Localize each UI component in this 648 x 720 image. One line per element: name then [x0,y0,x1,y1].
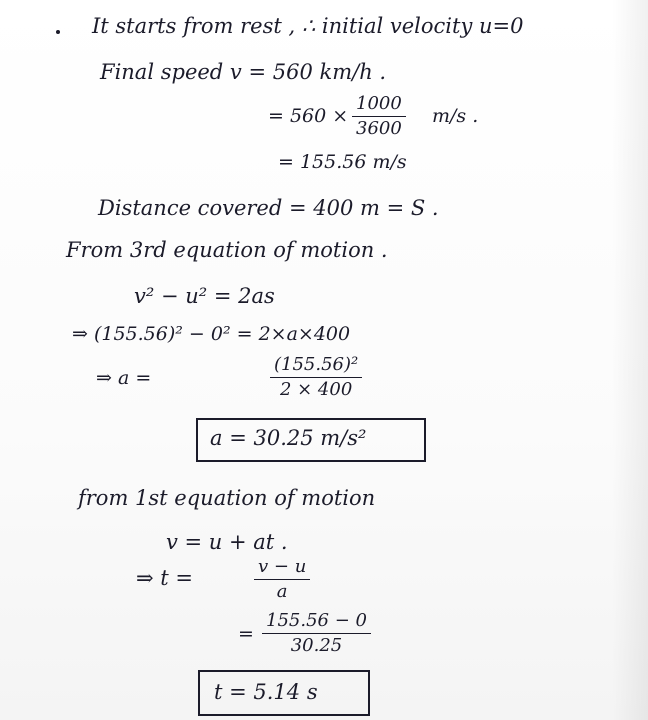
bullet-dot [56,30,60,34]
page-edge-shadow [612,0,648,720]
a-numerator: (155.56)² [274,354,359,375]
distance-line: Distance covered = 400 m = S . [98,196,439,220]
t-substitution-numerator: 155.56 − 0 [266,610,367,631]
first-equation-heading: from 1st equation of motion [78,486,376,510]
t-substitution-fraction [262,610,371,657]
conversion-prefix: = 560 × [268,105,349,127]
time-result: t = 5.14 s [214,680,318,704]
t-prefix: ⇒ t = [136,566,193,590]
a-denominator: 2 × 400 [279,379,353,400]
t-fraction [254,556,310,603]
t-substitution-denominator: 30.25 [290,635,343,656]
t-denominator: a [276,581,288,602]
fraction-bar [262,633,371,634]
a-prefix: ⇒ a = [96,367,152,389]
third-equation-heading: From 3rd equation of motion . [66,238,388,262]
equation-v: v = u + at . [166,530,288,554]
t-substitution-prefix: = [238,623,254,645]
conversion-unit: m/s . [432,105,479,127]
conversion-fraction [352,93,406,140]
fraction-bar [270,377,362,378]
fraction-bar [352,116,406,117]
conversion-numerator: 1000 [356,93,402,114]
acceleration-result: a = 30.25 m/s² [210,426,367,450]
fraction-bar [254,579,310,580]
rest-statement: It starts from rest , ∴ initial velocity u=0 [92,14,524,38]
substituted-values: ⇒ (155.56)² − 0² = 2×a×400 [72,323,351,345]
final-speed-line: Final speed v = 560 km/h . [100,60,387,84]
t-numerator: v − u [258,556,307,577]
conversion-denominator: 3600 [356,118,402,139]
speed-in-ms: = 155.56 m/s [278,151,407,173]
a-fraction [270,354,362,401]
equation-v-squared: v² − u² = 2as [134,284,275,308]
